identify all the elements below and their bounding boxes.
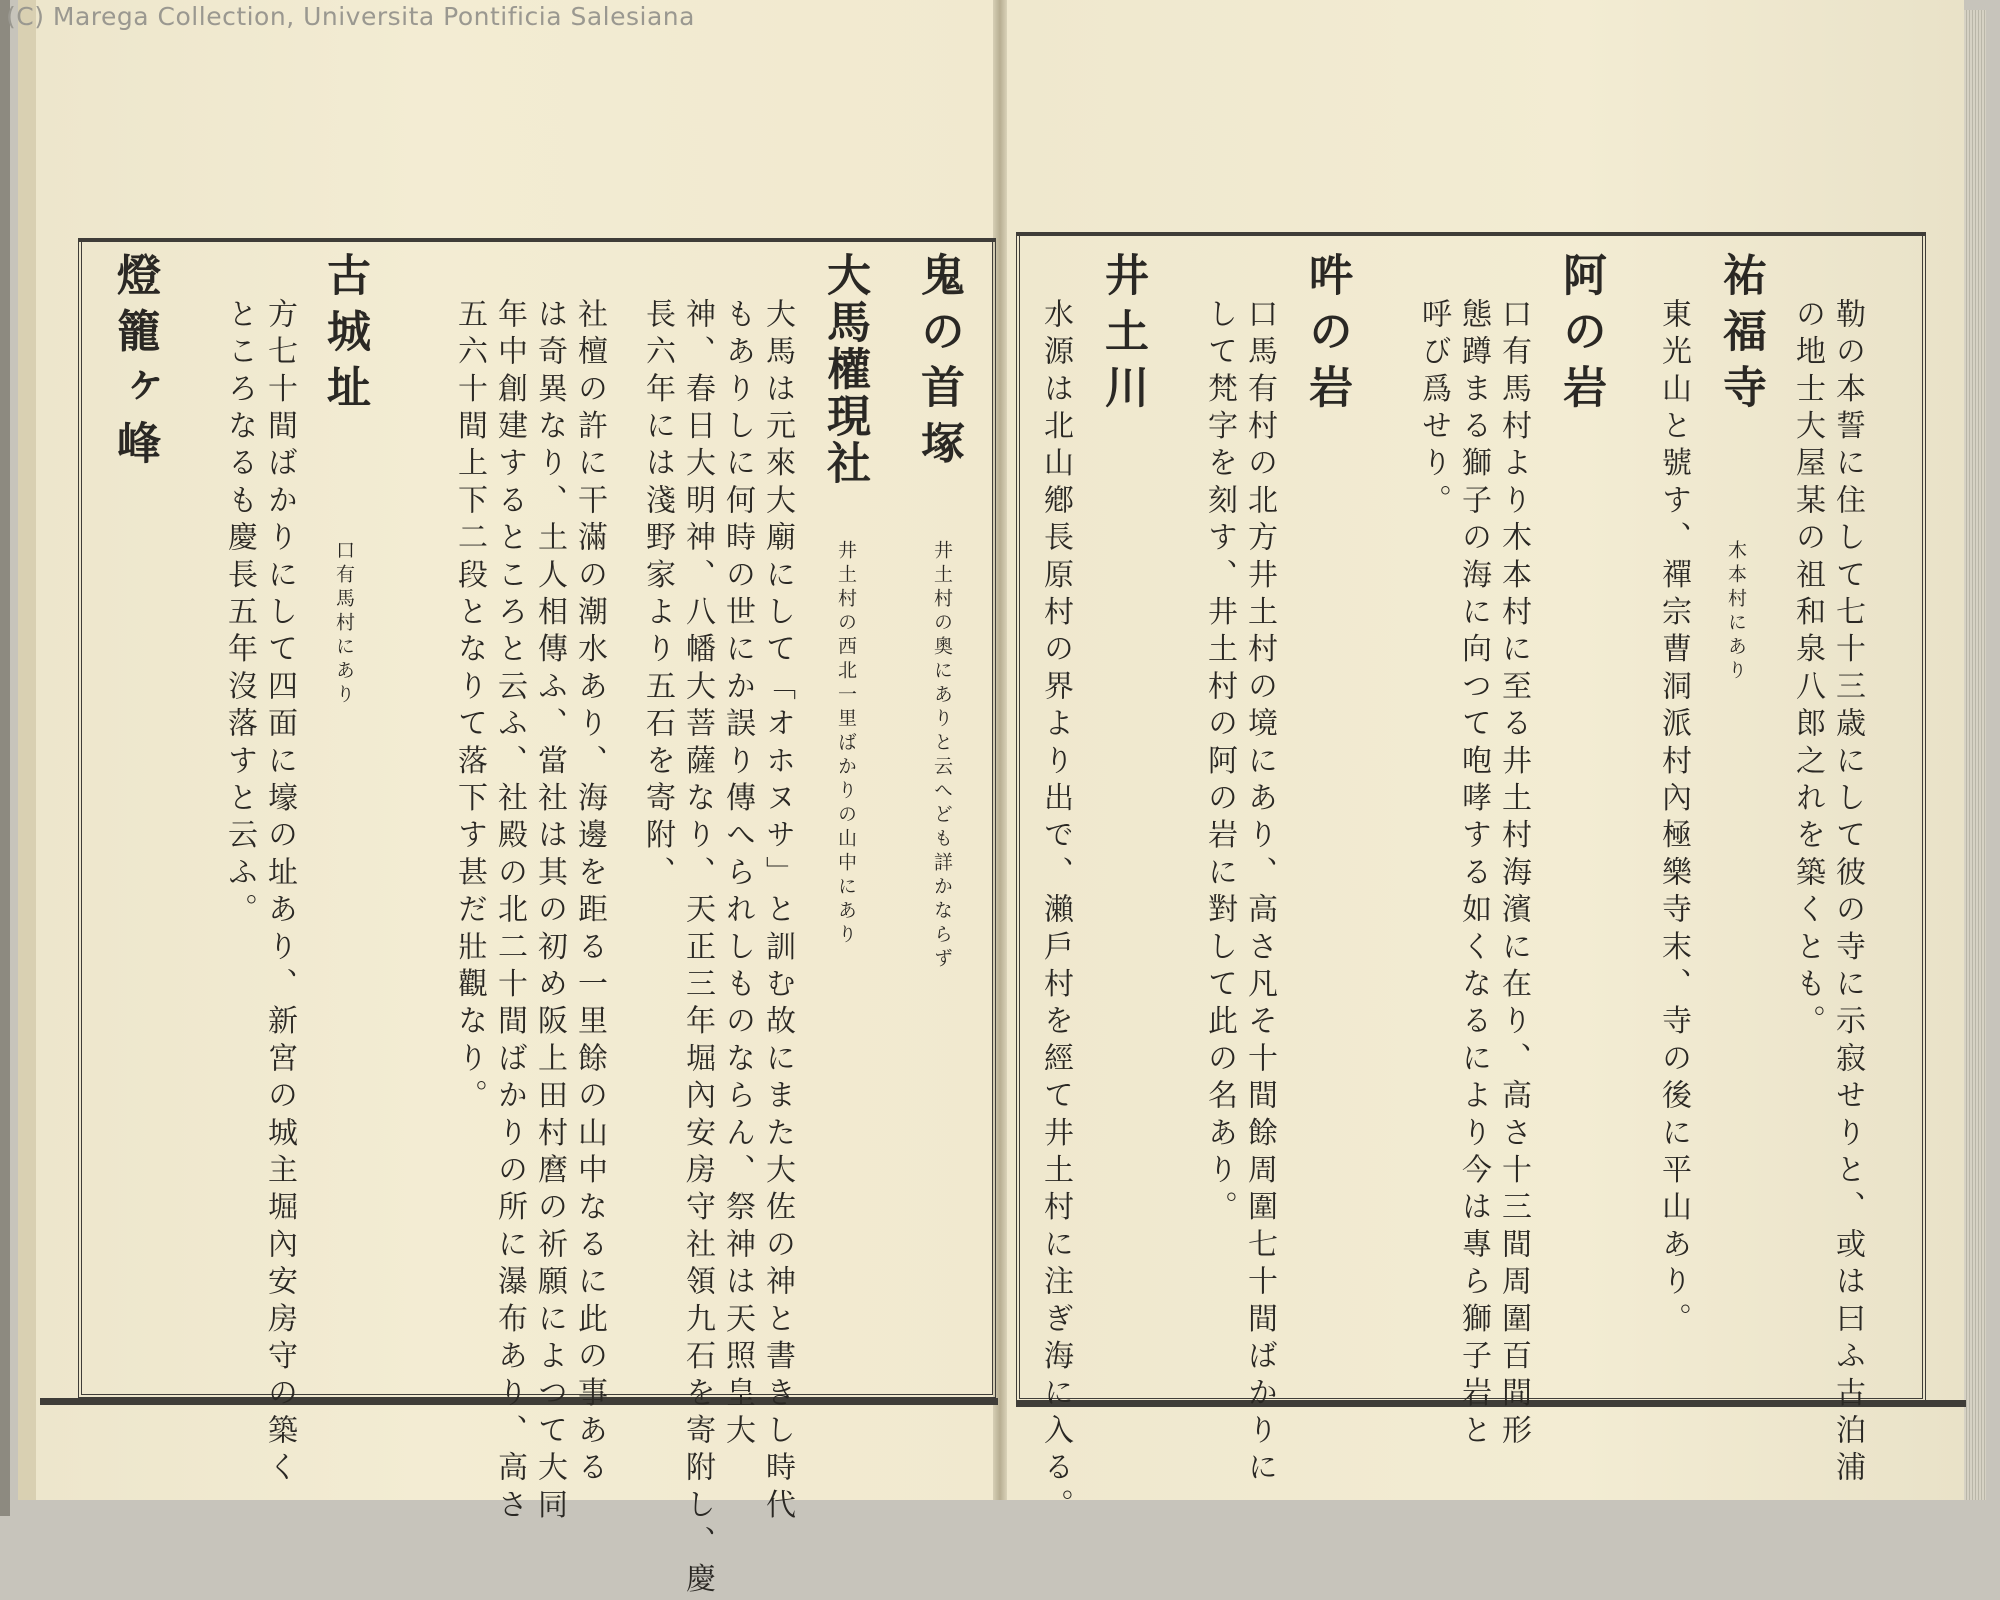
section-heading: 祐福寺: [1715, 252, 1766, 420]
section-note: 井土村の西北一里ばかりの山中にあり: [835, 540, 857, 948]
body-line: 口馬有村の北方井土村の境にあり、高さ凡そ十間餘周圍七十間ばかりに: [1242, 298, 1277, 1489]
copyright-watermark: (C) Marega Collection, Universita Pontificia Salesiana: [6, 2, 695, 31]
book-outer-edge: [0, 0, 10, 1516]
body-line: 勒の本誓に住して七十三歳にして彼の寺に示寂せりと、或は曰ふ古泊浦: [1830, 298, 1865, 1489]
body-line: 水源は北山鄕長原村の界より出で、瀨戶村を經て井土村に注ぎ海に入る。: [1038, 298, 1073, 1526]
body-line: 年中創建するところと云ふ、社殿の北二十間ばかりの所に瀑布あり、高さ: [492, 298, 527, 1526]
section-note: 口有馬村にあり: [333, 540, 355, 708]
body-line: もありしに何時の世にか誤り傳へられしものならん、祭神は天照皇大: [720, 298, 755, 1452]
section-heading: 鬼の首塚: [913, 252, 964, 476]
section-heading: 吽の岩: [1301, 252, 1352, 420]
body-line: 態蹲まる獅子の海に向つて咆哮する如くなるにより今は專ら獅子岩と: [1456, 298, 1491, 1452]
section-heading: 阿の岩: [1555, 252, 1606, 420]
body-line: 五六十間上下二段となりて落下す甚だ壯觀なり。: [452, 298, 487, 1117]
body-line: 口有馬村より木本村に至る井土村海濱に在り、高さ十三間周圍百間形: [1496, 298, 1531, 1452]
section-heading: 燈籠ヶ峰: [109, 252, 160, 476]
body-line: 大馬は元來大廟にして「オホヌサ」と訓む故にまた大佐の神と書きし時代: [760, 298, 795, 1526]
body-line: 東光山と號す、禪宗曹洞派村內極樂寺末、寺の後に平山あり。: [1656, 298, 1691, 1340]
section-heading: 大馬權現社: [819, 252, 870, 487]
section-heading: 井土川: [1097, 252, 1148, 420]
section-note: 木本村にあり: [1725, 540, 1747, 684]
body-line: の地士大屋某の祖和泉八郎之れを築くとも。: [1790, 298, 1825, 1042]
section-note: 井土村の奧にありと云へども詳かならず: [931, 540, 953, 972]
body-line: 呼び爲せり。: [1416, 298, 1451, 522]
body-line: ところなるも慶長五年沒落すと云ふ。: [222, 298, 257, 931]
body-line: して梵字を刻す、井土村の阿の岩に對して此の名あり。: [1202, 298, 1237, 1229]
body-line: は奇異なり、土人相傳ふ、當社は其の初め阪上田村麿の祈願によつて大同: [532, 298, 567, 1526]
section-heading: 古城址: [319, 252, 370, 420]
body-line: 方七十間ばかりにして四面に壕の址あり、新宮の城主堀內安房守の築く: [262, 298, 297, 1489]
body-line: 社檀の許に干滿の潮水あり、海邊を距る一里餘の山中なるに此の事ある: [572, 298, 607, 1489]
body-line: 神、春日大明神、八幡大菩薩なり、天正三年堀內安房守社領九石を寄附し、慶: [680, 298, 715, 1600]
page-stack-edge: [1964, 10, 1986, 1500]
body-line: 長六年には淺野家より五石を寄附、: [640, 298, 675, 894]
